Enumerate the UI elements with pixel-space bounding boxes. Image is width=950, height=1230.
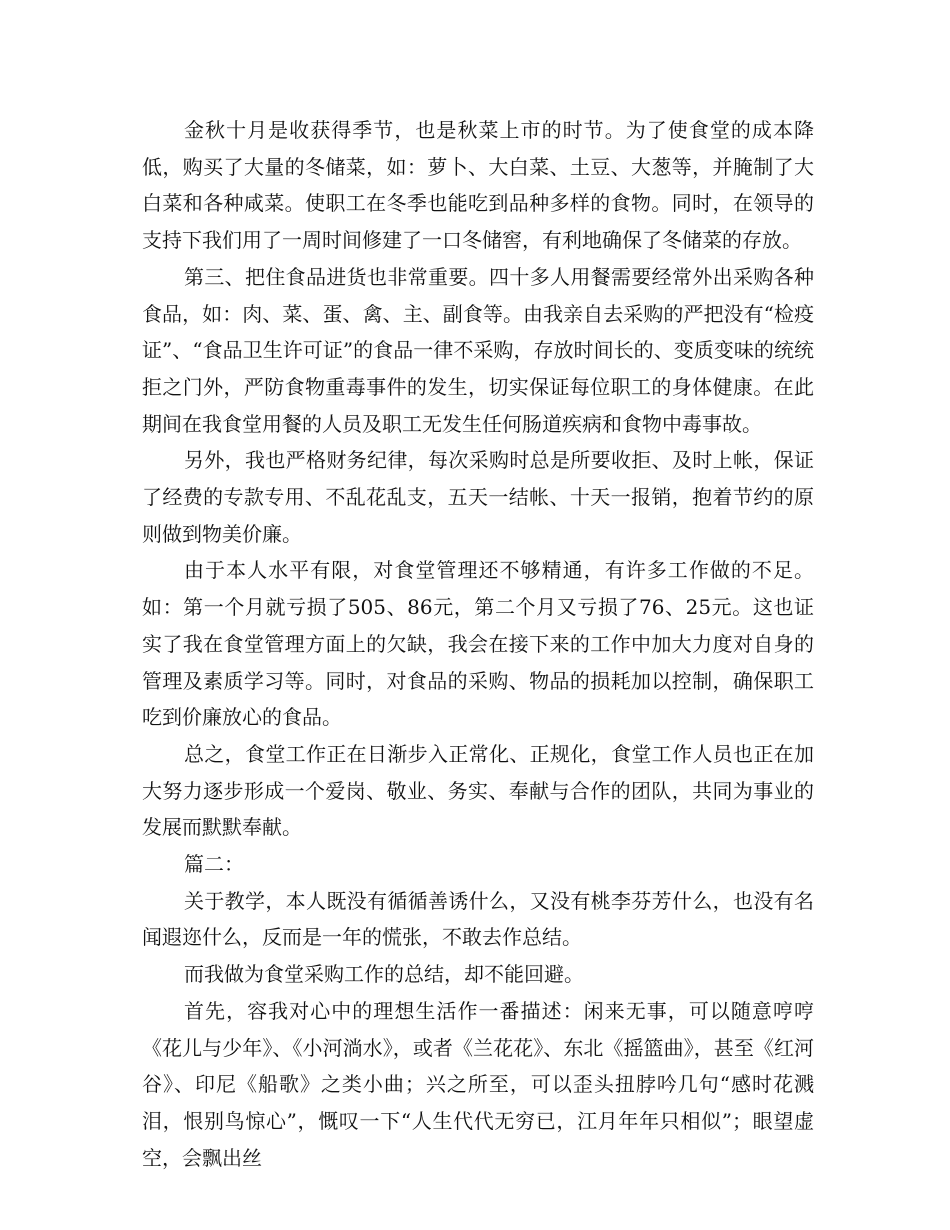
paragraph-8: 首先，容我对心中的理想生活作一番描述：闲来无事，可以随意哼哼《花儿与少年》、《小河淌水》，或者《兰花花》、东北《摇篮曲》，甚至《红河谷》、印尼《船歌》之类小曲；兴之所至，可以歪头扭脖吟几句“感时花溅泪，恨别鸟惊心”，慨叹一下“人生代代无穷已，江月年年只相似”；眼望虚空，会飘出丝: [142, 998, 814, 1170]
paragraph-7: 而我做为食堂采购工作的总结，却不能回避。: [184, 962, 584, 987]
paragraph-5: 总之，食堂工作正在日渐步入正常化、正规化，食堂工作人员也正在加大努力逐步形成一个爱岗、敬业、务实、奉献与合作的团队，共同为事业的发展而默默奉献。: [142, 741, 814, 840]
paragraph-6: 关于教学，本人既没有循循善诱什么，又没有桃李芬芳什么，也没有名闻遐迩什么，反而是一年的慌张，不敢去作总结。: [142, 888, 814, 950]
paragraph-3: 另外，我也严格财务纪律，每次采购时总是所要收拒、及时上帐，保证了经费的专款专用、不乱花乱支，五天一结帐、十天一报销，抱着节约的原则做到物美价廉。: [142, 448, 814, 546]
paragraph-2: 第三、把住食品进货也非常重要。四十多人用餐需要经常外出采购各种食品，如：肉、菜、蛋、禽、主、副食等。由我亲自去采购的严把没有“检疫证”、“食品卫生许可证”的食品一律不采购，存放时间长的、变质变味的统统拒之门外，严防食物重毒事件的发生，切实保证每位职工的身体健康。在此期间在我食堂用餐的人员及职工无发生任何肠道疾病和食物中毒事故。: [142, 264, 814, 436]
paragraph-4: 由于本人水平有限，对食堂管理还不够精通，有许多工作做的不足。如：第一个月就亏损了505、86元，第二个月又亏损了76、25元。这也证实了我在食堂管理方面上的欠缺，我会在接下来的工作中加大力度对自身的管理及素质学习等。同时，对食品的采购、物品的损耗加以控制，确保职工吃到价廉放心的食品。: [142, 558, 814, 730]
paragraph-1: 金秋十月是收获得季节，也是秋菜上市的时节。为了使食堂的成本降低，购买了大量的冬储菜，如：萝卜、大白菜、土豆、大葱等，并腌制了大白菜和各种咸菜。使职工在冬季也能吃到品种多样的食物。同时，在领导的支持下我们用了一周时间修建了一口冬储窖，有利地确保了冬储菜的存放。: [142, 118, 814, 253]
document-body: [142, 112, 814, 1176]
section-heading: 篇二：: [184, 852, 244, 877]
